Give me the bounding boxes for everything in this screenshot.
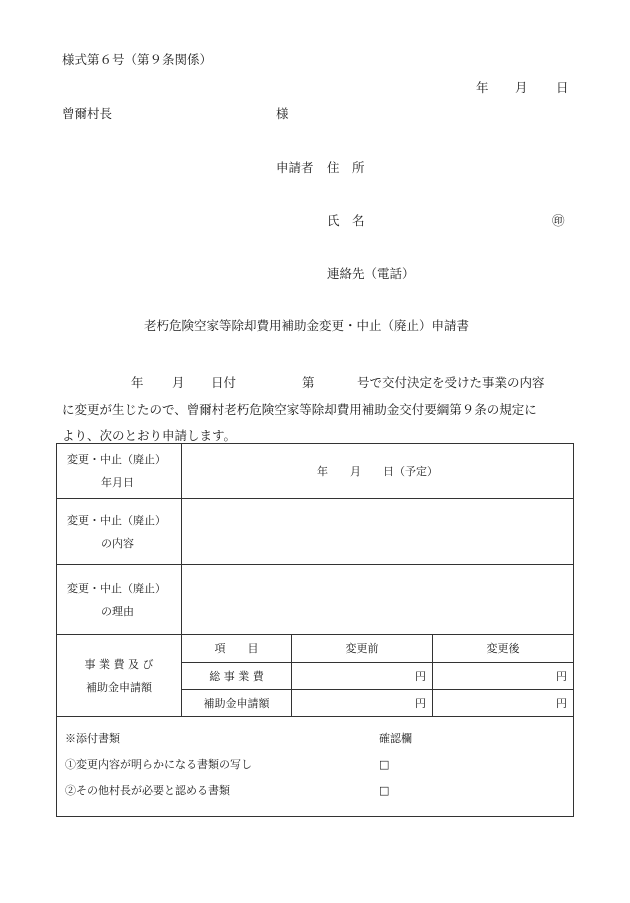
- contact-label: 連絡先（電話）: [327, 266, 415, 281]
- change-date-row: [57, 444, 574, 499]
- change-content-label-line1: 変更・中止（廃止）: [67, 513, 166, 527]
- date-year-label: 年: [476, 80, 489, 95]
- body-dai: 第: [302, 375, 315, 390]
- change-content-label-cell: [57, 499, 182, 565]
- subsidy-label: 補助金申請額: [182, 690, 292, 717]
- cost-header-row: [57, 635, 574, 663]
- body-line1-rest: 号で交付決定を受けた事業の内容: [357, 375, 545, 390]
- cost-label-line1: 事 業 費 及 び: [84, 657, 154, 671]
- change-date-label-line2: 年月日: [101, 476, 134, 489]
- applicant-label: 申請者: [276, 160, 314, 175]
- body-line3: より、次のとおり申請します。: [62, 428, 237, 443]
- body-month: 月: [172, 375, 185, 390]
- honorific: 様: [276, 106, 289, 121]
- attachment-item: [57, 777, 573, 803]
- attachments-heading: ※添付書類: [65, 731, 120, 745]
- change-reason-label-line2: の理由: [101, 604, 134, 618]
- total-cost-label: 総 事 業 費: [182, 663, 292, 690]
- subsidy-after-yen[interactable]: 円: [433, 690, 574, 717]
- body-year: 年: [131, 375, 144, 390]
- change-reason-input[interactable]: [182, 565, 574, 635]
- date-month-label: 月: [515, 80, 528, 95]
- seal-mark: ㊞: [552, 213, 565, 228]
- application-table: [56, 443, 574, 817]
- attachments-header: [57, 725, 573, 751]
- name-label: 氏 名: [327, 213, 365, 228]
- change-date-label-cell: [57, 444, 182, 499]
- change-content-label-line2: の内容: [101, 536, 134, 550]
- cost-label-cell: [57, 635, 182, 717]
- change-reason-label-cell: [57, 565, 182, 635]
- subsidy-before-yen[interactable]: 円: [292, 690, 433, 717]
- document-title: 老朽危険空家等除却費用補助金変更・中止（廃止）申請書: [144, 318, 470, 333]
- col-after-header: 変更後: [433, 635, 574, 663]
- check-column-heading: 確認欄: [379, 731, 412, 745]
- form-number: 様式第６号（第９条関係）: [62, 52, 213, 67]
- addressee: 曾爾村長: [62, 106, 113, 121]
- col-item-header: 項 目: [182, 635, 292, 663]
- change-date-label-line1: 変更・中止（廃止）: [67, 453, 166, 466]
- attachment-item: [57, 751, 573, 777]
- attachments-cell: [57, 717, 574, 817]
- attachment-item-text: ①変更内容が明らかになる書類の写し: [65, 757, 252, 771]
- change-reason-row: [57, 565, 574, 635]
- change-reason-label-line1: 変更・中止（廃止）: [67, 581, 166, 595]
- attachments-row: [57, 717, 574, 817]
- change-date-value[interactable]: 年 月 日（予定）: [182, 444, 574, 499]
- body-line2: に変更が生じたので、曾爾村老朽危険空家等除却費用補助金交付要綱第９条の規定に: [62, 402, 537, 417]
- total-cost-after-yen[interactable]: 円: [433, 663, 574, 690]
- attachment-checkbox[interactable]: □: [379, 757, 390, 771]
- attachment-checkbox[interactable]: □: [379, 783, 390, 797]
- attachment-item-text: ②その他村長が必要と認める書類: [65, 783, 230, 797]
- change-content-input[interactable]: [182, 499, 574, 565]
- body-day: 日付: [211, 375, 237, 390]
- cost-label-line2: 補助金申請額: [86, 680, 152, 694]
- total-cost-before-yen[interactable]: 円: [292, 663, 433, 690]
- change-content-row: [57, 499, 574, 565]
- address-label: 住 所: [327, 160, 365, 175]
- col-before-header: 変更前: [292, 635, 433, 663]
- date-day-label: 日: [556, 80, 569, 95]
